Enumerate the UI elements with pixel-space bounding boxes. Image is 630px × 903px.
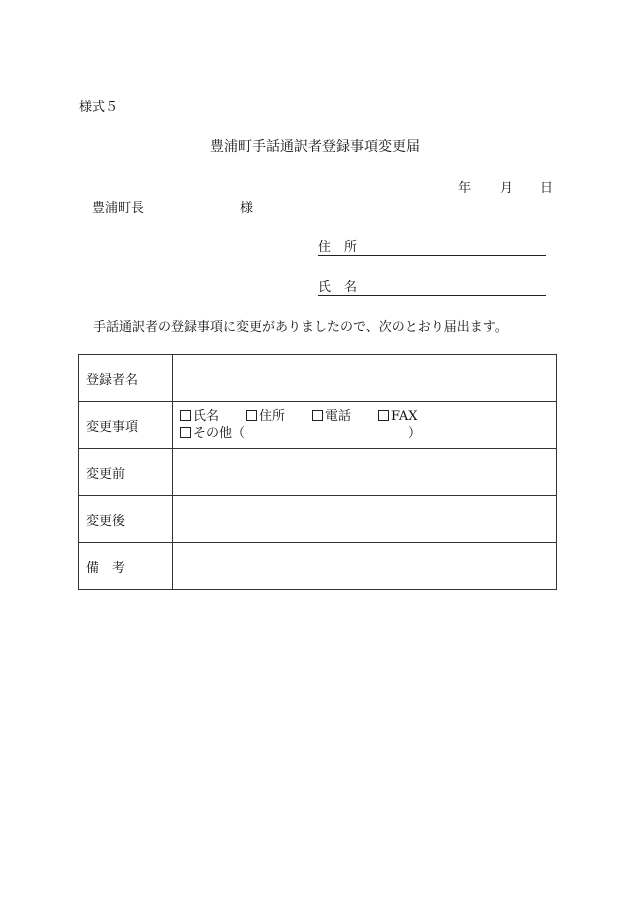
option-fax[interactable]	[378, 408, 418, 425]
date-year-label: 年	[458, 181, 472, 196]
option-other[interactable]	[180, 425, 245, 442]
option-fax-label: FAX	[391, 409, 418, 424]
option-name-label: 氏名	[193, 409, 220, 424]
document-title: 豊浦町手話通訳者登録事項変更届	[210, 139, 420, 155]
checkbox-icon[interactable]	[180, 427, 191, 438]
addressee-honorific: 様	[240, 201, 254, 216]
change-items-cell	[173, 402, 557, 449]
table-row	[79, 496, 557, 543]
option-name[interactable]	[180, 408, 246, 425]
form-number: 様式５	[79, 100, 119, 115]
address-field[interactable]	[318, 236, 546, 256]
checkbox-icon[interactable]	[378, 410, 389, 421]
option-other-close: ）	[408, 426, 422, 441]
table-row	[79, 449, 557, 496]
checkbox-icon[interactable]	[246, 410, 257, 421]
remarks-label: 備 考	[79, 543, 173, 590]
before-change-label: 変更前	[79, 449, 173, 496]
option-other-label: その他（	[193, 426, 246, 441]
remarks-cell[interactable]	[173, 543, 557, 590]
option-address[interactable]	[246, 408, 312, 425]
option-phone-label: 電話	[325, 409, 352, 424]
name-label: 氏 名	[318, 280, 358, 295]
before-change-cell[interactable]	[173, 449, 557, 496]
change-form-table	[78, 354, 557, 590]
date-month-label: 月	[500, 181, 514, 196]
after-change-cell[interactable]	[173, 496, 557, 543]
table-row	[79, 355, 557, 402]
option-address-label: 住所	[259, 409, 286, 424]
checkbox-icon[interactable]	[180, 410, 191, 421]
name-field[interactable]	[318, 276, 546, 296]
address-label: 住 所	[318, 240, 358, 255]
checkbox-icon[interactable]	[312, 410, 323, 421]
date-day-label: 日	[540, 181, 554, 196]
registrant-name-cell[interactable]	[173, 355, 557, 402]
intro-text: 手話通訳者の登録事項に変更がありましたので、次のとおり届出ます。	[93, 320, 508, 335]
registrant-name-label: 登録者名	[79, 355, 173, 402]
addressee-name: 豊浦町長	[92, 201, 145, 216]
change-items-label: 変更事項	[79, 402, 173, 449]
table-row	[79, 543, 557, 590]
table-row	[79, 402, 557, 449]
option-phone[interactable]	[312, 408, 378, 425]
after-change-label: 変更後	[79, 496, 173, 543]
